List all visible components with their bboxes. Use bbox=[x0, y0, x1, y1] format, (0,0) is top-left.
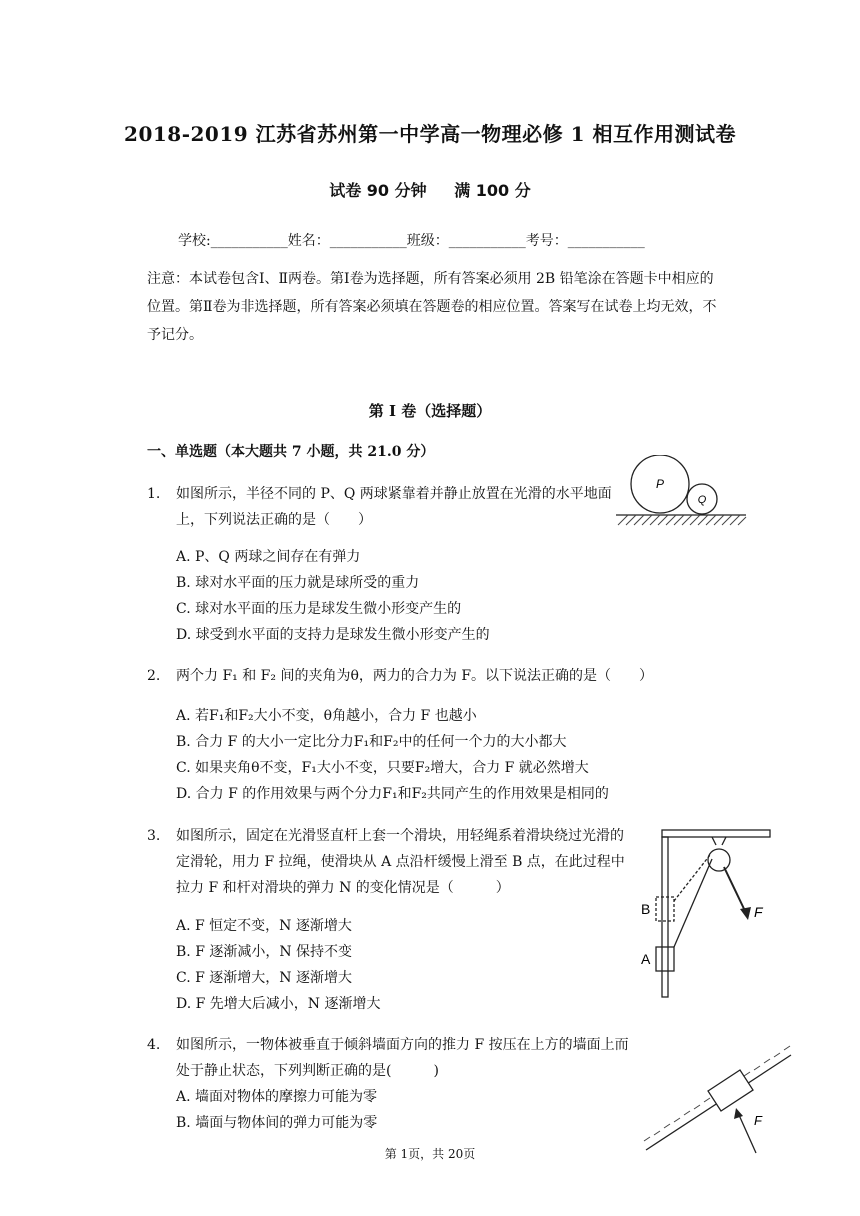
option-c: C. 如果夹角θ不变，F₁大小不变，只要F₂增大，合力 F 就必然增大 bbox=[176, 760, 589, 776]
option-b: B. F 逐渐减小，N 保持不变 bbox=[176, 944, 353, 960]
figure-two-balls bbox=[612, 455, 752, 533]
option-a: A. F 恒定不变，N 逐渐增大 bbox=[176, 918, 352, 934]
option-b: B. 球对水平面的压力就是球所受的重力 bbox=[176, 575, 420, 591]
part-title: 一、单选题（本大题共 7 小题，共 21.0 分） bbox=[147, 444, 435, 460]
figure-inclined-wall bbox=[636, 1035, 796, 1160]
question-number: 2. bbox=[147, 668, 161, 684]
question-2 bbox=[0, 663, 860, 813]
option-b: B. 合力 F 的大小一定比分力F₁和F₂中的任何一个力的大小都大 bbox=[176, 734, 567, 750]
option-a: A. 墙面对物体的摩擦力可能为零 bbox=[176, 1089, 378, 1105]
exam-time: 试卷 90 分钟 bbox=[329, 181, 427, 200]
student-info-line: 学校:___________姓名：___________班级：___________考号：___________ bbox=[178, 233, 645, 249]
question-text: 如图所示，一物体被垂直于倾斜墙面方向的推力 F 按压在上方的墙面上而处于静止状态，下列判断正确的是( ) bbox=[176, 1037, 629, 1079]
option-b: B. 墙面与物体间的弹力可能为零 bbox=[176, 1115, 378, 1131]
option-c: C. 球对水平面的压力是球发生微小形变产生的 bbox=[176, 601, 462, 617]
page-title: 2018-2019 江苏省苏州第一中学高一物理必修 1 相互作用测试卷 bbox=[124, 122, 736, 146]
notice-paragraph: 注意：本试卷包含Ⅰ、Ⅱ两卷。第Ⅰ卷为选择题，所有答案必须用 2B 铅笔涂在答题卡中相应的位置。第Ⅱ卷为非选择题，所有答案必须填在答题卷的相应位置。答案写在试卷上均无效，不予记分。 bbox=[147, 271, 717, 343]
figure-pulley bbox=[636, 825, 776, 1000]
question-text: 如图所示，固定在光滑竖直杆上套一个滑块，用轻绳系着滑块绕过光滑的定滑轮，用力 F 拉绳，使滑块从 A 点沿杆缓慢上滑至 B 点，在此过程中拉力 F 和杆对滑块的弹力 N 的变化情况是（ ） bbox=[176, 828, 625, 896]
page-footer: 第 1页，共 20页 bbox=[384, 1147, 476, 1161]
force-f-label: F bbox=[754, 1113, 762, 1128]
question-number: 4. bbox=[147, 1037, 161, 1053]
ball-q-label: Q bbox=[697, 494, 707, 506]
point-a-label: A bbox=[641, 951, 651, 967]
question-number: 1. bbox=[147, 486, 161, 502]
option-d: D. 合力 F 的作用效果与两个分力F₁和F₂共同产生的作用效果是相同的 bbox=[176, 786, 609, 802]
option-a: A. 若F₁和F₂大小不变，θ角越小，合力 F 也越小 bbox=[176, 708, 477, 724]
question-text: 如图所示，半径不同的 P、Q 两球紧靠着并静止放置在光滑的水平地面上，下列说法正确的是（ ） bbox=[176, 486, 612, 528]
option-d: D. F 先增大后减小，N 逐渐增大 bbox=[176, 996, 381, 1012]
point-b-label: B bbox=[641, 901, 651, 917]
option-d: D. 球受到水平面的支持力是球发生微小形变产生的 bbox=[176, 627, 490, 643]
exam-info bbox=[0, 178, 860, 201]
section-title: 第 I 卷（选择题） bbox=[368, 402, 492, 420]
force-f-label: F bbox=[754, 904, 763, 920]
question-text: 两个力 F₁ 和 F₂ 间的夹角为θ，两力的合力为 F。以下说法正确的是（ ） bbox=[176, 668, 654, 684]
ball-p-label: P bbox=[655, 477, 665, 491]
exam-score: 满 100 分 bbox=[454, 181, 531, 200]
question-number: 3. bbox=[147, 828, 161, 844]
option-a: A. P、Q 两球之间存在有弹力 bbox=[176, 549, 361, 565]
option-c: C. F 逐渐增大，N 逐渐增大 bbox=[176, 970, 352, 986]
